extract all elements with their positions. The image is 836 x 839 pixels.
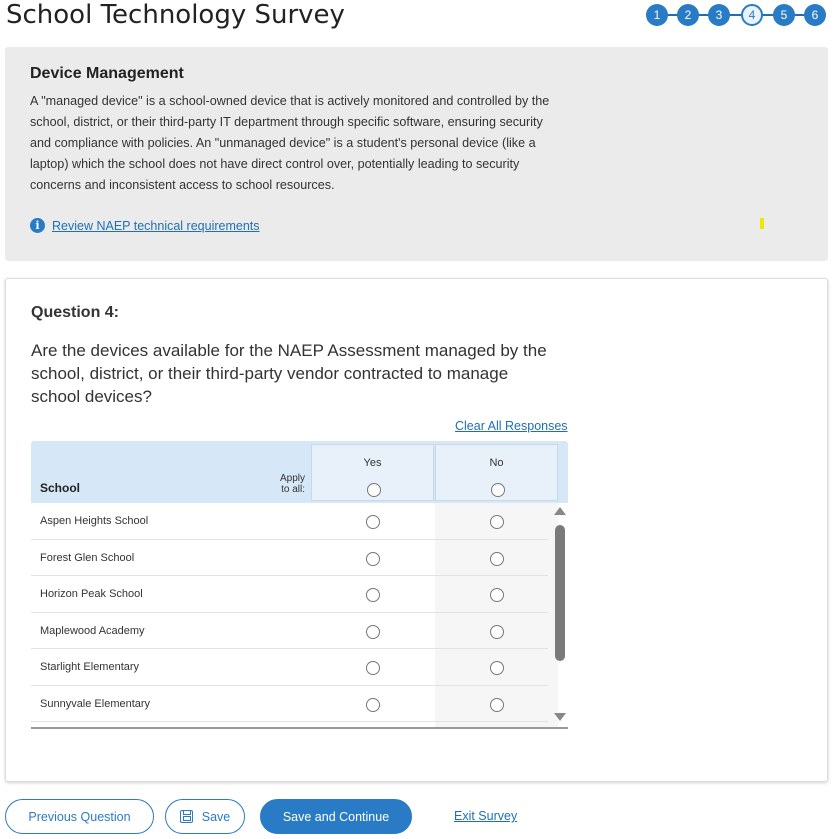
review-requirements-link[interactable]: Review NAEP technical requirements [52,218,260,233]
clear-all-responses-link[interactable]: Clear All Responses [455,419,568,433]
table-row [31,503,548,540]
save-button-label: Save [201,809,231,824]
info-link-row [30,218,260,233]
step-6[interactable]: 6 [804,4,826,26]
school-name: Aspen Heights School [40,515,149,527]
info-description: A "managed device" is a school-owned device that is actively monitored and controlled by the school, district, or their third-party IT department through specific software, ensuring security and compliance with policies. An "unmanaged device" is a student's personal device (like a laptop) which the school does not have direct control over, potentially leading to security concerns and inconsistent access to school resources. [30,94,550,192]
table-row [31,613,548,650]
apply-to-all-label: Apply to all: [279,473,305,495]
no-radio[interactable] [490,661,504,675]
info-panel [5,47,828,261]
page-title: School Technology Survey [6,0,345,30]
no-column-header [435,444,558,501]
yes-column-header [311,444,434,501]
table-row [31,649,548,686]
previous-question-button[interactable]: Previous Question [5,799,154,834]
no-radio[interactable] [490,552,504,566]
no-radio[interactable] [490,588,504,602]
yes-radio[interactable] [366,625,380,639]
step-2[interactable]: 2 [677,4,699,26]
school-name: Starlight Elementary [40,661,140,673]
step-1[interactable]: 1 [646,4,668,26]
save-icon [180,810,193,823]
no-radio[interactable] [490,698,504,712]
scroll-up-arrow-icon[interactable] [554,507,566,515]
grid-header [31,441,568,503]
apply-all-yes-radio[interactable] [367,483,381,497]
school-name: Maplewood Academy [40,624,145,637]
save-and-continue-button[interactable]: Save and Continue [260,799,412,834]
school-name: Horizon Peak School [40,588,143,600]
yes-radio[interactable] [366,552,380,566]
step-4-current[interactable]: 4 [741,4,763,26]
info-icon: i [30,218,45,233]
grid-bottom-border [31,727,568,729]
question-label: Question 4: [31,304,120,321]
response-grid [31,441,568,729]
step-3[interactable]: 3 [708,4,730,26]
exit-survey-link[interactable]: Exit Survey [454,809,518,823]
step-5[interactable]: 5 [773,4,795,26]
no-radio[interactable] [490,515,504,529]
highlight-marker [760,218,764,229]
yes-radio[interactable] [366,661,380,675]
progress-stepper [646,3,826,27]
yes-radio[interactable] [366,515,380,529]
scroll-thumb[interactable] [555,525,565,661]
school-column-header: School [40,481,81,495]
apply-all-no-radio[interactable] [491,483,505,497]
question-card [5,278,828,782]
yes-radio[interactable] [366,588,380,602]
question-text: Are the devices available for the NAEP Assessment managed by the school, district, or their third-party vendor contracted to manage school devices? [31,341,547,406]
scroll-down-arrow-icon[interactable] [554,713,566,721]
school-name: Forest Glen School [40,551,135,564]
grid-scrollbar[interactable] [551,503,568,727]
school-name: Sunnyvale Elementary [40,697,151,710]
table-row [31,540,548,577]
no-radio[interactable] [490,625,504,639]
save-button[interactable] [165,799,245,834]
yes-column-label: Yes [363,457,382,469]
table-row [31,686,548,723]
footer-actions [5,799,828,835]
grid-rows [31,503,568,727]
table-row [31,576,548,613]
info-title: Device Management [30,65,184,82]
no-column-label: No [489,457,504,469]
yes-radio[interactable] [366,698,380,712]
